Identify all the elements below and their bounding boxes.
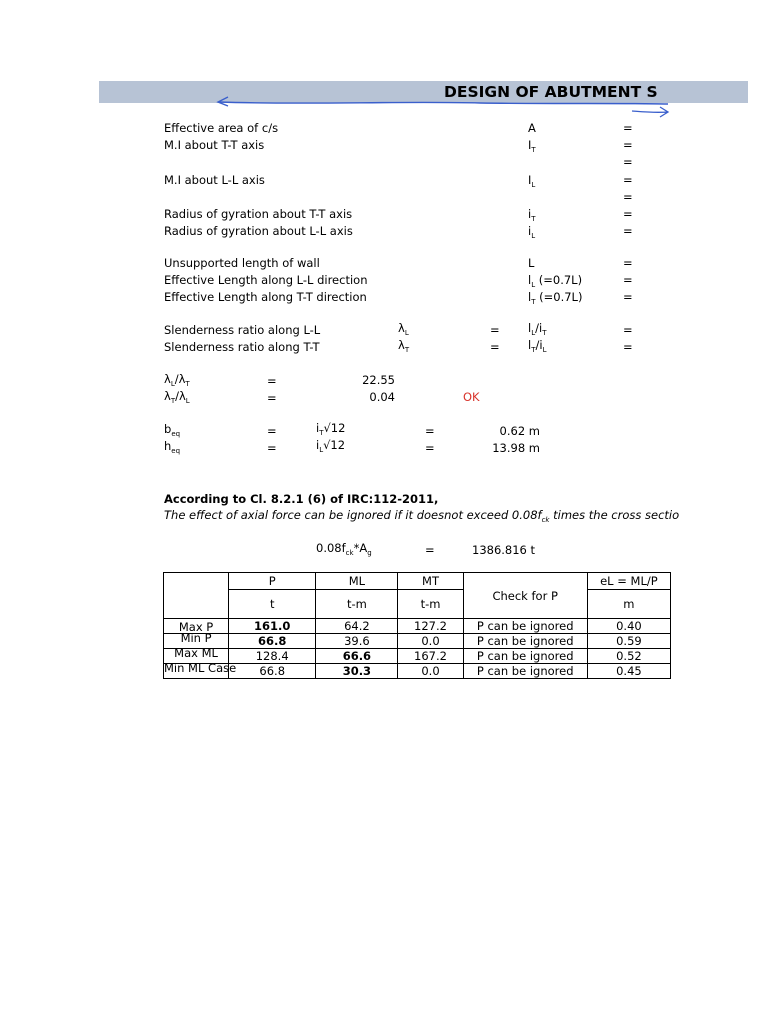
property-equals: = bbox=[623, 224, 633, 238]
col-header-mt: MT bbox=[398, 573, 463, 590]
slenderness-formula: $l_T/i_L$ bbox=[528, 338, 547, 354]
property-equals: = bbox=[623, 121, 633, 135]
equivalent-formula: $i_L√12$ bbox=[316, 438, 346, 454]
clause-note: The effect of axial force can be ignored if it doesnot exceed $0.08f_{ck}$ times the cross sectio bbox=[164, 508, 680, 524]
limit-formula: $0.08f_{ck}*A_g$ bbox=[316, 541, 372, 557]
property-label: Unsupported length of wall bbox=[164, 256, 320, 270]
ratio-label: $\lambda_L/\lambda_T$ bbox=[164, 372, 190, 388]
slenderness-formula: $l_L/i_T$ bbox=[528, 321, 547, 337]
property-equals: = bbox=[623, 290, 633, 304]
cell-ml: 30.3 bbox=[316, 664, 398, 679]
cell-check: P can be ignored bbox=[463, 634, 587, 649]
pen-stroke bbox=[219, 102, 668, 104]
cell-check: P can be ignored bbox=[463, 649, 587, 664]
equivalent-symbol: $h_{eq}$ bbox=[164, 439, 181, 455]
col-header-ml: ML bbox=[316, 573, 398, 590]
clause-heading: According to Cl. 8.2.1 (6) of IRC:112-2011, bbox=[164, 492, 439, 506]
cell-mt: 0.0 bbox=[398, 664, 463, 679]
property-equals: = bbox=[623, 273, 633, 287]
property-label: M.I about T-T axis bbox=[164, 138, 265, 152]
slenderness-equals-2: = bbox=[623, 323, 633, 337]
property-label: Radius of gyration about L-L axis bbox=[164, 224, 353, 238]
property-label: Radius of gyration about T-T axis bbox=[164, 207, 353, 221]
equivalent-formula: $i_T√12$ bbox=[316, 421, 346, 437]
ratio-value: 22.55 bbox=[362, 373, 395, 387]
lambda-symbol: $\lambda_L$ bbox=[398, 321, 409, 337]
case-label: Max P bbox=[164, 619, 229, 634]
cell-check: P can be ignored bbox=[463, 619, 587, 634]
ratio-label: $\lambda_T/\lambda_L$ bbox=[164, 389, 190, 405]
property-label: M.I about L-L axis bbox=[164, 173, 265, 187]
slenderness-equals-2: = bbox=[623, 340, 633, 354]
slenderness-equals: = bbox=[490, 340, 500, 354]
equivalent-value: 13.98 m bbox=[492, 441, 540, 455]
unit-el: m bbox=[587, 590, 670, 619]
property-equals: = bbox=[623, 138, 633, 152]
ratio-value: 0.04 bbox=[369, 390, 395, 404]
property-symbol: $i_L$ bbox=[528, 224, 536, 240]
property-equals: = bbox=[623, 190, 633, 204]
unit-ml: t-m bbox=[316, 590, 398, 619]
lambda-symbol: $\lambda_T$ bbox=[398, 338, 410, 354]
cell-mt: 0.0 bbox=[398, 634, 463, 649]
equivalent-equals: = bbox=[267, 424, 277, 438]
equivalent-equals: = bbox=[267, 441, 277, 455]
slenderness-equals: = bbox=[490, 323, 500, 337]
ratio-equals: = bbox=[267, 374, 277, 388]
property-symbol: L bbox=[528, 256, 535, 270]
results-table bbox=[163, 572, 671, 679]
col-header-check: Check for P bbox=[463, 573, 587, 619]
table-row bbox=[164, 619, 671, 634]
equivalent-symbol: $b_{eq}$ bbox=[164, 422, 181, 438]
property-label: Effective Length along T-T direction bbox=[164, 290, 367, 304]
equivalent-equals-2: = bbox=[425, 441, 435, 455]
case-label: Min ML Case bbox=[164, 664, 229, 679]
cell-p: 161.0 bbox=[229, 619, 316, 634]
case-label: Min P bbox=[164, 634, 229, 649]
property-label: Effective Length along L-L direction bbox=[164, 273, 368, 287]
pen-annotation bbox=[0, 0, 768, 130]
cell-ml: 66.6 bbox=[316, 649, 398, 664]
property-symbol: $I_T$ bbox=[528, 138, 536, 154]
property-symbol: $l_T$ (=0.7L) bbox=[528, 290, 583, 306]
ratio-equals: = bbox=[267, 391, 277, 405]
col-header-el: eL = ML/P bbox=[587, 573, 670, 590]
cell-p: 128.4 bbox=[229, 649, 316, 664]
table-row bbox=[164, 649, 671, 664]
cell-mt: 127.2 bbox=[398, 619, 463, 634]
cell-check: P can be ignored bbox=[463, 664, 587, 679]
property-symbol: $i_T$ bbox=[528, 207, 536, 223]
equivalent-value: 0.62 m bbox=[499, 424, 540, 438]
table-row bbox=[164, 634, 671, 649]
table-row bbox=[164, 664, 671, 679]
property-equals: = bbox=[623, 256, 633, 270]
pen-arrow-right bbox=[632, 107, 668, 117]
case-header bbox=[164, 573, 229, 619]
unit-p: t bbox=[229, 590, 316, 619]
slenderness-label: Slenderness ratio along T-T bbox=[164, 340, 320, 354]
property-label: Effective area of c/s bbox=[164, 121, 279, 135]
table-units-row bbox=[164, 590, 671, 619]
cell-el: 0.45 bbox=[587, 664, 670, 679]
table-header-row bbox=[164, 573, 671, 590]
property-equals: = bbox=[623, 173, 633, 187]
property-symbol: A bbox=[528, 121, 536, 135]
property-symbol: $l_L$ (=0.7L) bbox=[528, 273, 583, 289]
cell-el: 0.52 bbox=[587, 649, 670, 664]
cell-mt: 167.2 bbox=[398, 649, 463, 664]
status-ok: OK bbox=[463, 390, 480, 404]
page-title: DESIGN OF ABUTMENT S bbox=[444, 83, 658, 101]
cell-p: 66.8 bbox=[229, 634, 316, 649]
case-label: Max ML bbox=[164, 649, 229, 664]
property-symbol: $I_L$ bbox=[528, 173, 536, 189]
cell-ml: 39.6 bbox=[316, 634, 398, 649]
equivalent-equals-2: = bbox=[425, 424, 435, 438]
property-equals: = bbox=[623, 155, 633, 169]
cell-p: 66.8 bbox=[229, 664, 316, 679]
limit-equals: = bbox=[425, 543, 435, 557]
property-equals: = bbox=[623, 207, 633, 221]
cell-ml: 64.2 bbox=[316, 619, 398, 634]
col-header-p: P bbox=[229, 573, 316, 590]
cell-el: 0.59 bbox=[587, 634, 670, 649]
slenderness-label: Slenderness ratio along L-L bbox=[164, 323, 321, 337]
unit-mt: t-m bbox=[398, 590, 463, 619]
limit-value: 1386.816 t bbox=[472, 543, 536, 557]
cell-el: 0.40 bbox=[587, 619, 670, 634]
